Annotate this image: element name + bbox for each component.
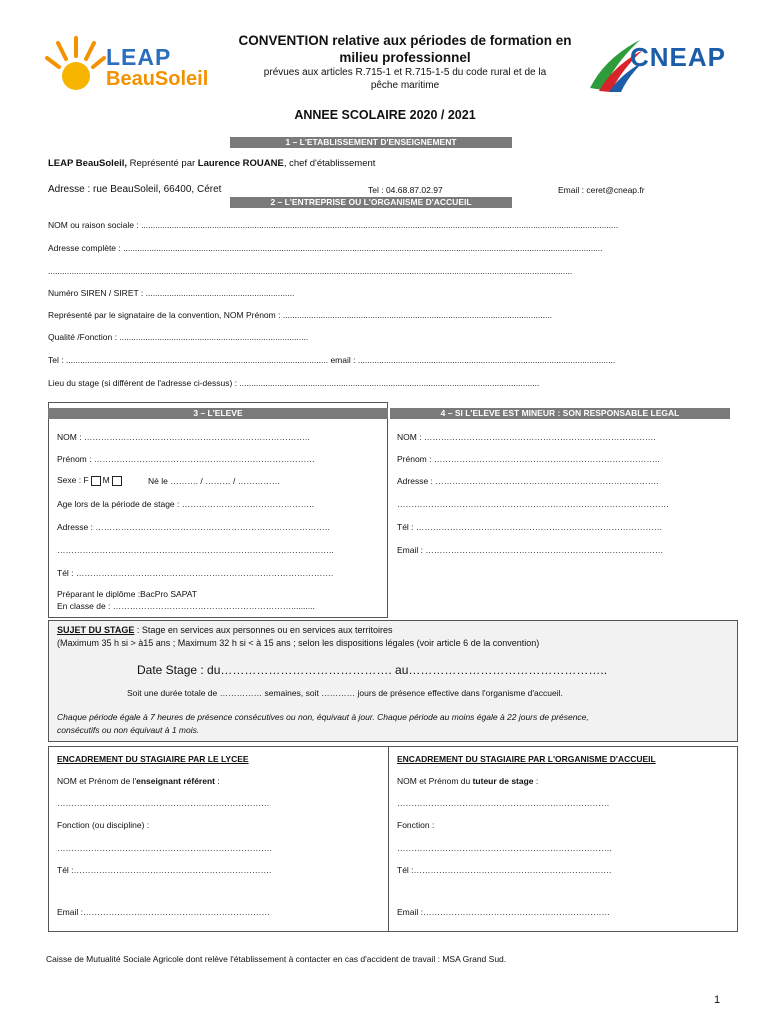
org-tutor-field[interactable]: ………………………………………………………………… [397, 798, 610, 808]
section2-title: 2 – L'ENTREPRISE OU L'ORGANISME D'ACCUEIL [230, 197, 512, 208]
org-email-field[interactable]: Email :………………………………………………………… [397, 907, 610, 917]
student-birthdate-field[interactable]: Né le ………. / ……… / …………… [148, 476, 281, 486]
supervision-divider [388, 746, 389, 932]
title-line-2: milieu professionnel [339, 50, 471, 65]
school-line [48, 158, 375, 169]
section4-title: 4 – SI L'ELEVE EST MINEUR : SON RESPONSABLE LEGAL [390, 408, 730, 419]
stage-subject [57, 625, 392, 635]
org-tutor-bold: tuteur de stage [472, 776, 534, 786]
guardian-email-field[interactable]: Email : ………………………………………………………………………… [397, 545, 664, 555]
stage-note-line-1: Chaque période égale à 7 heures de présence consécutives ou non, équivaut à jour. Chaque période au moins égale à 22 jours de présence, [57, 712, 589, 722]
stage-subject-text: : Stage en services aux personnes ou en services aux territoires [134, 625, 393, 635]
guardian-address-field[interactable]: Adresse : ……………………………………………………………………. [397, 476, 659, 486]
cneap-logo-text: CNEAP [630, 42, 727, 72]
guardian-tel-field[interactable]: Tél : …………………………………………………………………………… [397, 522, 663, 532]
lycee-referent-bold: enseignant référent [136, 776, 215, 786]
student-diploma: Préparant le diplôme :BacPro SAPAT [57, 589, 198, 599]
stage-note-line-2: consécutifs ou non équivaut à 1 mois. [57, 725, 200, 735]
lycee-referent-prefix: NOM et Prénom de l' [57, 776, 137, 786]
org-tutor-suffix: : [533, 776, 539, 786]
company-address-field-2[interactable]: .............................................................................................................................................................................................................................. [48, 266, 573, 276]
sex-m-label: M [102, 475, 110, 485]
company-name-field[interactable]: NOM ou raison sociale : .......................................................................................................................................................................................................... [48, 220, 619, 230]
title-line-1: CONVENTION relative aux périodes de formation en [238, 33, 572, 48]
signatory-field[interactable]: Représenté par le signataire de la convention, NOM Prénom : .................................................................................................................. [48, 310, 553, 320]
org-supervision-title: ENCADREMENT DU STAGIAIRE PAR L'ORGANISME D'ACCUEIL [397, 754, 656, 764]
supervision-box [48, 746, 738, 932]
section1-title: 1 – L'ETABLISSEMENT D'ENSEIGNEMENT [230, 137, 512, 148]
lycee-referent-field[interactable]: ………………………………………………………………… [57, 798, 270, 808]
student-address-field-2[interactable]: …………………………………………………………………………………….. [57, 545, 334, 555]
stage-max-hours: (Maximum 35 h si > à15 ans ; Maximum 32 h si < à 15 ans ; selon les dispositions légales (voir article 6 de la convention) [57, 638, 540, 648]
leap-logo-text: LEAP [106, 44, 172, 70]
org-function-field[interactable]: …………………………………………………………………. [397, 843, 612, 853]
lycee-referent-suffix: : [215, 776, 220, 786]
student-tel-field[interactable]: Tél : ………………………………………………………………………………. [57, 568, 334, 578]
document-title [215, 32, 595, 66]
internship-location-field[interactable]: Lieu du stage (si différent de l'adresse ci-dessus) : ............................................................................................................................... [48, 378, 540, 388]
org-tel-field[interactable]: Tél :……………………………………………………………. [397, 865, 612, 875]
sex-m-checkbox[interactable] [112, 476, 122, 486]
guardian-nom-field[interactable]: NOM : ………………………………………………………………………. [397, 432, 656, 442]
company-address-field[interactable]: Adresse complète : ........................................................................................................................................................................................................... [48, 243, 603, 253]
subtitle-line-1: prévues aux articles R.715-1 et R.715-1-5 du code rural et de la [263, 67, 547, 78]
school-email: Email : ceret@cneap.fr [558, 185, 645, 195]
guardian-prenom-field[interactable]: Prénom : …………………………………………………………………….. [397, 454, 660, 464]
function-field[interactable]: Qualité /Fonction : ................................................................................ [48, 332, 309, 342]
stage-dates-field[interactable]: Date Stage : du……………………………………. au………………………………………….. [137, 663, 608, 677]
beausoleil-logo-text: BeauSoleil [106, 68, 209, 90]
student-class-field[interactable]: En classe de : ……………………………………………………….......... [57, 601, 315, 611]
lycee-referent-label [57, 776, 220, 786]
org-tutor-prefix: NOM et Prénom du [397, 776, 473, 786]
school-address: Adresse : rue BeauSoleil, 66400, Céret [48, 184, 222, 195]
stage-duration-field[interactable]: Soit une durée totale de …………… semaines, soit ………… jours de présence effective dans l'organisme d'accueil. [127, 688, 563, 698]
lycee-supervision-title: ENCADREMENT DU STAGIAIRE PAR LE LYCEE [57, 754, 249, 764]
sex-f-checkbox[interactable] [91, 476, 101, 486]
sun-icon [44, 30, 106, 90]
student-address-field[interactable]: Adresse : ……………………………………………………………………….. [57, 522, 330, 532]
student-prenom-field[interactable]: Prénom : …………………………………………………………………… [57, 454, 315, 464]
rep-suffix: , chef d'établissement [283, 158, 376, 169]
siren-field[interactable]: Numéro SIREN / SIRET : ............................................................... [48, 288, 295, 298]
lycee-tel-field[interactable]: Tél :……………………………………………………………. [57, 865, 272, 875]
leap-beausoleil-logo [44, 30, 209, 90]
section3-title: 3 – L'ELEVE [48, 408, 388, 419]
school-tel: Tel : 04.68.87.02.97 [368, 185, 443, 195]
sex-label: Sexe : F [57, 475, 89, 485]
school-name: LEAP BeauSoleil, [48, 158, 128, 169]
subtitle-line-2: pêche maritime [370, 80, 440, 91]
guardian-address-field-2[interactable]: …………………………………………………………………………………… [397, 499, 669, 509]
rep-name: Laurence ROUANE [197, 158, 284, 169]
lycee-function-field[interactable]: …………………………………………………………………. [57, 843, 272, 853]
student-age-field[interactable]: Age lors de la période de stage : ……………………………………….. [57, 499, 314, 509]
msa-note: Caisse de Mutualité Sociale Agricole dont relève l'établissement à contacter en cas d'accident de travail : MSA Grand Sud. [46, 954, 507, 964]
org-function-label: Fonction : [397, 820, 435, 830]
cneap-logo [585, 38, 735, 93]
lycee-function-label: Fonction (ou discipline) : [57, 820, 150, 830]
student-sex-row [57, 475, 124, 486]
rep-prefix: Représenté par [129, 158, 196, 169]
document-subtitle [215, 66, 595, 92]
lycee-email-field[interactable]: Email :………………………………………………………… [57, 907, 270, 917]
stage-subject-label: SUJET DU STAGE [57, 625, 135, 635]
company-contact-field[interactable]: Tel : ............................................................................................................... email : ............................................................................................................. [48, 355, 616, 365]
page-number: 1 [714, 994, 721, 1006]
school-year: ANNEE SCOLAIRE 2020 / 2021 [294, 108, 476, 122]
student-nom-field[interactable]: NOM : …………………………………………………………………….. [57, 432, 310, 442]
org-tutor-label [397, 776, 538, 786]
